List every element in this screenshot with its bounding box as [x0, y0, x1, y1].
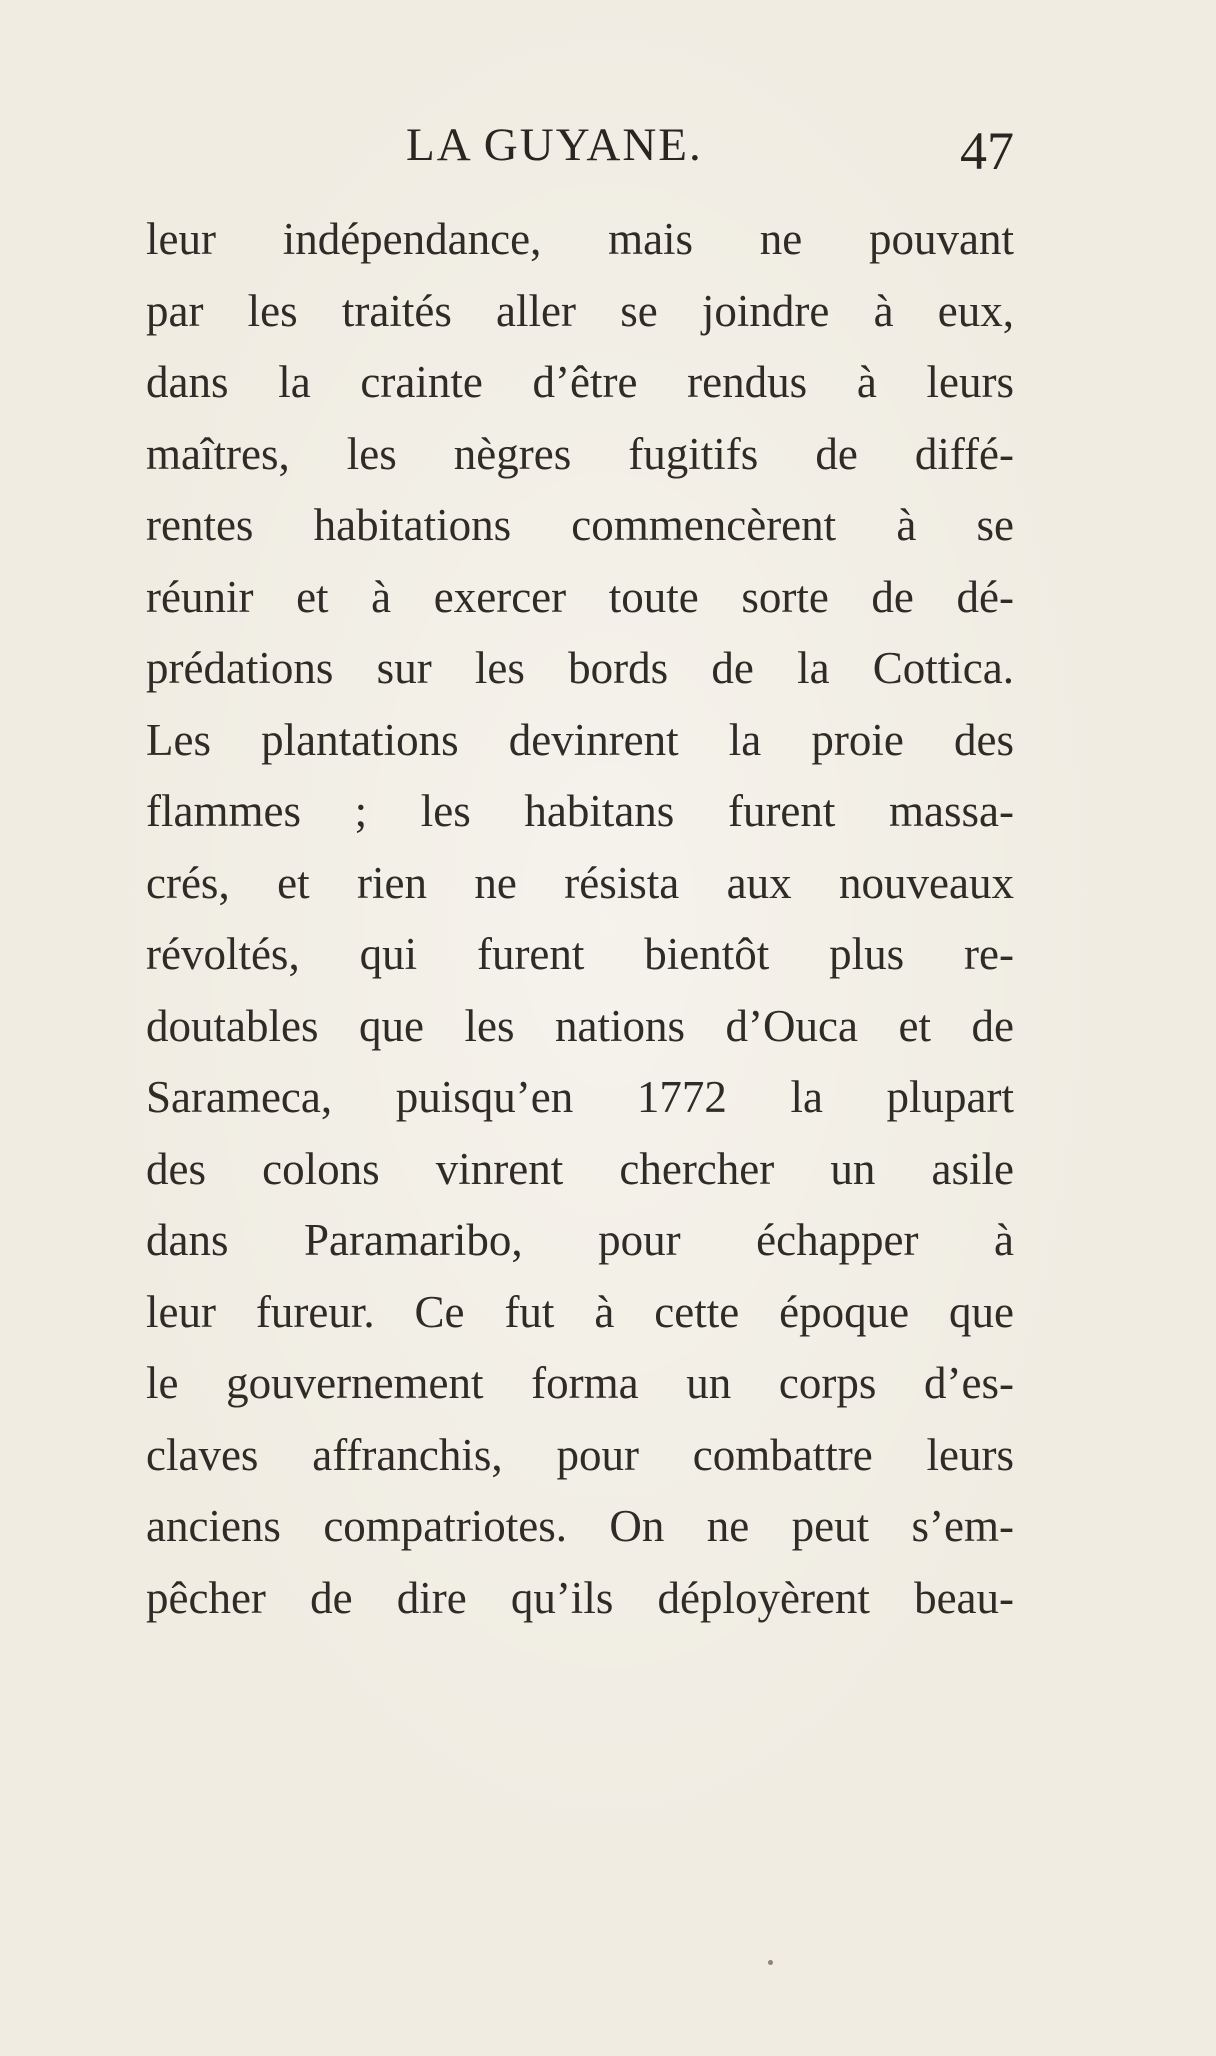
text-line: claves affranchis, pour combattre leurs — [146, 1429, 1014, 1480]
page-number: 47 — [960, 121, 1014, 181]
text-line: dans Paramaribo, pour échapper à — [146, 1215, 1014, 1265]
text-line: flammes ; les habitans furent massa- — [146, 786, 1014, 836]
text-line: leur fureur. Ce fut à cette époque que — [146, 1286, 1014, 1337]
text-line: le gouvernement forma un corps d’es- — [146, 1358, 1014, 1408]
text-line: réunir et à exercer toute sorte de dé- — [146, 571, 1014, 622]
text-line: dans la crainte d’être rendus à leurs — [146, 357, 1014, 407]
text-line: des colons vinrent chercher un asile — [146, 1143, 1014, 1194]
text-line: pêcher de dire qu’ils déployèrent beau- — [146, 1572, 1014, 1623]
text-line: doutables que les nations d’Ouca et de — [146, 1000, 1014, 1051]
paper-speck — [768, 1960, 773, 1965]
running-head — [146, 118, 1014, 181]
text-line: leur indépendance, mais ne pouvant — [146, 214, 1014, 264]
text-line: rentes habitations commencèrent à se — [146, 500, 1014, 550]
text-line: révoltés, qui furent bientôt plus re- — [146, 929, 1014, 979]
text-line: Sarameca, puisqu’en 1772 la plupart — [146, 1072, 1014, 1122]
text-line: Les plantations devinrent la proie des — [146, 714, 1014, 765]
text-line: maîtres, les nègres fugitifs de diffé- — [146, 428, 1014, 479]
running-title: LA GUYANE. — [406, 119, 703, 171]
body-text — [146, 204, 1014, 1634]
text-line: prédations sur les bords de la Cottica. — [146, 643, 1014, 693]
text-line: par les traités aller se joindre à eux, — [146, 285, 1014, 336]
text-line: anciens compatriotes. On ne peut s’em- — [146, 1501, 1014, 1551]
text-line: crés, et rien ne résista aux nouveaux — [146, 857, 1014, 908]
